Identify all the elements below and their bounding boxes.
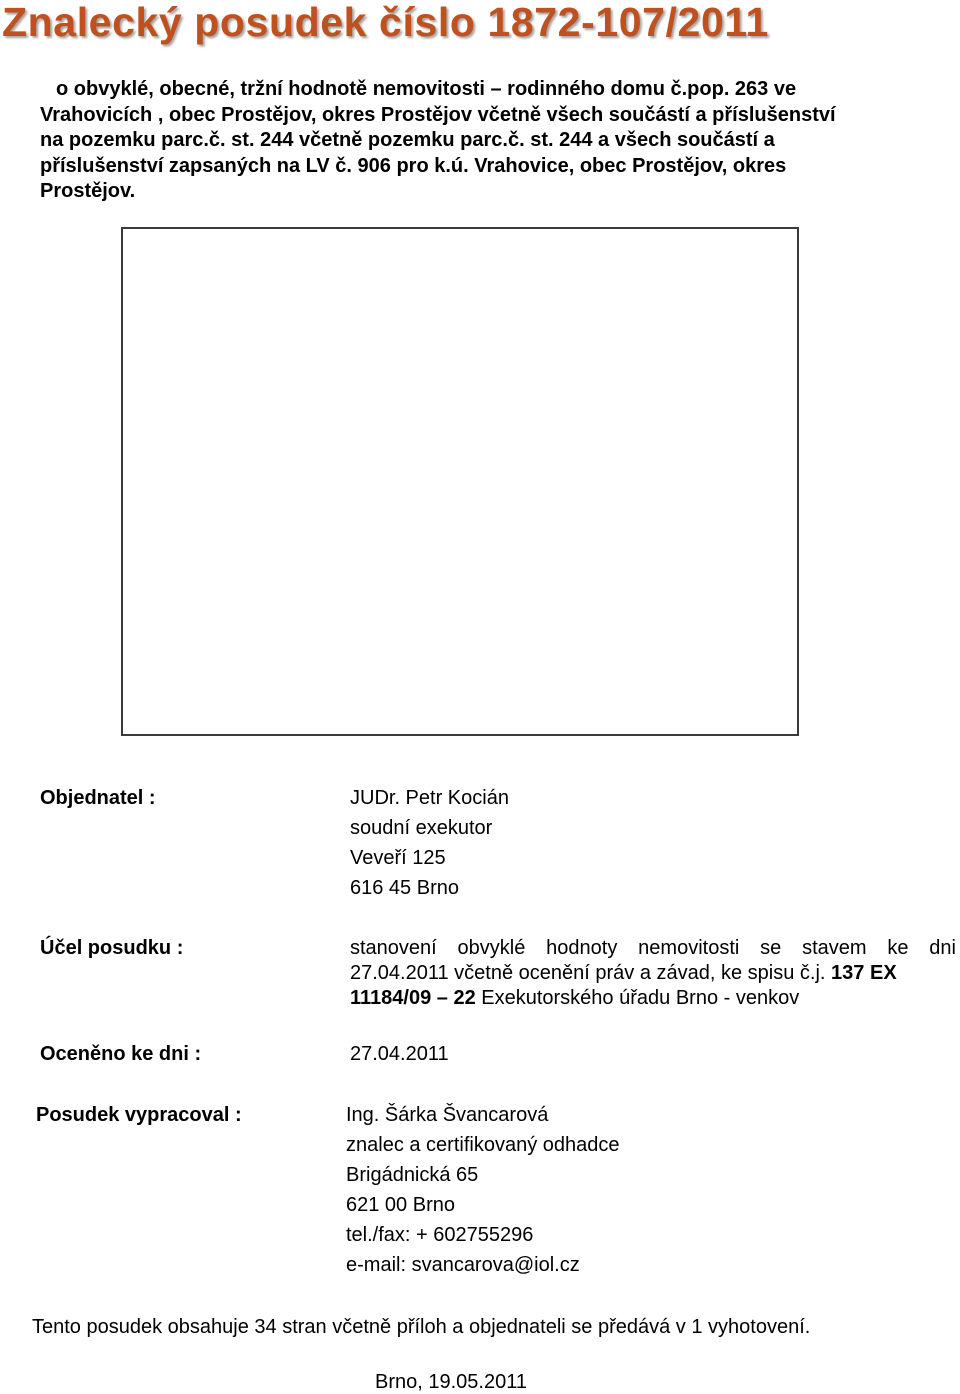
client-name: JUDr. Petr Kocián [350,787,509,809]
property-photo-frame [121,227,799,736]
purpose-line-3-text: Exekutorského úřadu Brno - venkov [475,987,800,1009]
author-label: Posudek vypracoval : [36,1104,242,1126]
client-city: 616 45 Brno [350,877,459,899]
client-label: Objednatel : [40,787,156,809]
purpose-line-3 [350,986,956,1011]
author-name: Ing. Šárka Švancarová [346,1104,549,1126]
purpose-label: Účel posudku : [40,937,184,959]
subject-line-2: Vrahovicích , obec Prostějov, okres Prostějov včetně všech součástí a příslušenství [40,103,836,126]
subject-line-1: o obvyklé, obecné, tržní hodnotě nemovitosti – rodinného domu č.pop. 263 ve [56,78,797,100]
place-and-date: Brno, 19.05.2011 [375,1371,527,1393]
purpose-text [350,936,956,1011]
subject-description [40,77,920,205]
page-count-note: Tento posudek obsahuje 34 stran včetně příloh a objednateli se předává v 1 vyhotovení. [32,1316,811,1338]
subject-line-4: příslušenství zapsaných na LV č. 906 pro k.ú. Vrahovice, obec Prostějov, okres [40,154,787,177]
client-details [350,786,509,906]
author-role: znalec a certifikovaný odhadce [346,1134,620,1156]
subject-line-5: Prostějov. [40,180,136,202]
author-details [346,1103,620,1283]
case-number-part-2: 11184/09 – 22 [350,987,476,1009]
purpose-line-2-text: 27.04.2011 včetně ocenění práv a závad, ke spisu č.j. [350,962,832,984]
author-street: Brigádnická 65 [346,1164,479,1186]
author-city: 621 00 Brno [346,1194,455,1216]
valuation-label: Oceněno ke dni : [40,1043,202,1065]
document-title: Znalecký posudek číslo 1872-107/2011 [2,0,769,45]
author-email: e-mail: svancarova@iol.cz [346,1254,580,1276]
author-phone: tel./fax: + 602755296 [346,1224,534,1246]
purpose-line-1: stanovení obvyklé hodnoty nemovitosti se stavem ke dni [350,937,956,959]
purpose-line-2 [350,961,956,986]
client-role: soudní exekutor [350,817,493,839]
client-street: Veveří 125 [350,847,446,869]
valuation-date: 27.04.2011 [350,1043,449,1065]
subject-line-3: na pozemku parc.č. st. 244 včetně pozemku parc.č. st. 244 a všech součástí a [40,129,775,151]
case-number-part-1: 137 EX [831,962,897,984]
